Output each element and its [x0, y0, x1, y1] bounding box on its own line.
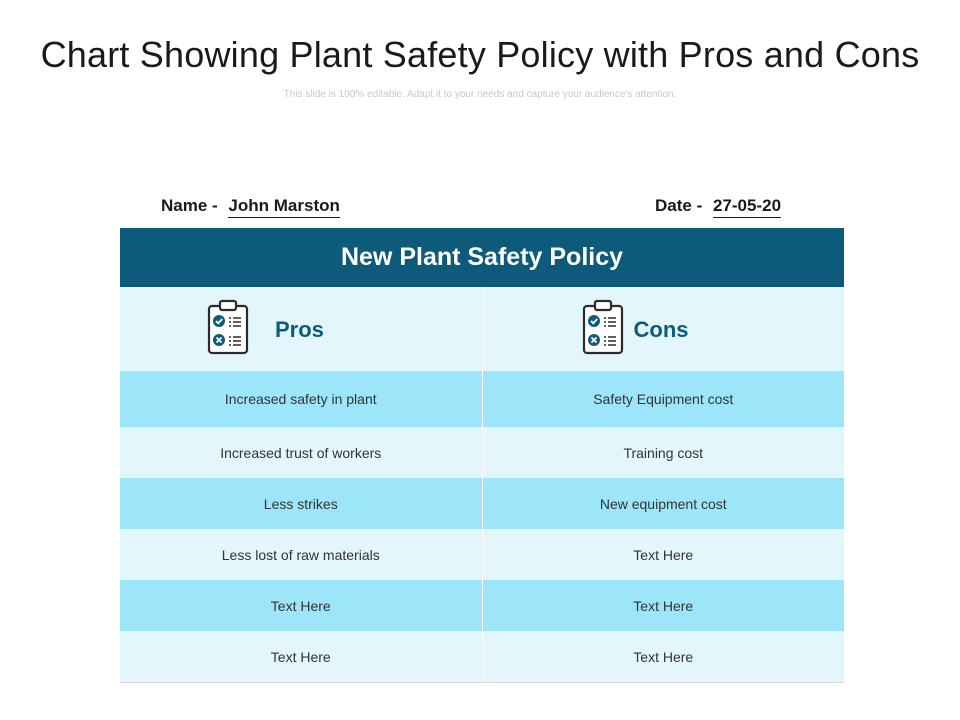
table-header: New Plant Safety Policy — [120, 228, 844, 287]
pros-cell: Increased safety in plant — [120, 371, 483, 427]
name-field — [161, 196, 340, 218]
table-row — [120, 427, 844, 478]
table-row — [120, 478, 844, 529]
pros-cons-table — [120, 228, 844, 683]
table-row — [120, 529, 844, 580]
page-subtitle: This slide is 100% editable. Adapt it to your needs and capture your audience's attention. — [283, 89, 677, 100]
date-value[interactable]: 27-05-20 — [713, 196, 781, 218]
date-label: Date - — [655, 196, 703, 215]
pros-cell: Less strikes — [120, 478, 483, 529]
cons-cell: Text Here — [633, 546, 694, 563]
cons-cell: Safety Equipment cost — [593, 391, 734, 407]
cons-cell: Text Here — [633, 597, 694, 614]
page-title: Chart Showing Plant Safety Policy with Pros and Cons — [40, 34, 920, 75]
cons-column-header — [483, 287, 845, 371]
cons-label: Cons — [633, 317, 689, 342]
pros-cell: Text Here — [120, 580, 483, 631]
clipboard-check-icon — [581, 299, 625, 355]
table-row — [120, 631, 844, 682]
pros-cell: Text Here — [120, 631, 483, 682]
name-value[interactable]: John Marston — [228, 196, 339, 218]
pros-column-header — [120, 287, 483, 371]
table-row — [120, 580, 844, 631]
cons-cell: Training cost — [623, 444, 704, 461]
table-bottom-divider — [120, 682, 844, 683]
name-label: Name - — [161, 196, 218, 215]
cons-cell: New equipment cost — [599, 495, 727, 512]
table-row — [120, 371, 844, 427]
pros-label: Pros — [275, 317, 324, 342]
date-field — [655, 196, 781, 218]
cons-cell: Text Here — [633, 648, 694, 665]
clipboard-check-icon — [206, 299, 250, 355]
pros-cell: Less lost of raw materials — [120, 529, 483, 580]
pros-cell: Increased trust of workers — [120, 427, 483, 478]
column-header-row — [120, 287, 844, 371]
